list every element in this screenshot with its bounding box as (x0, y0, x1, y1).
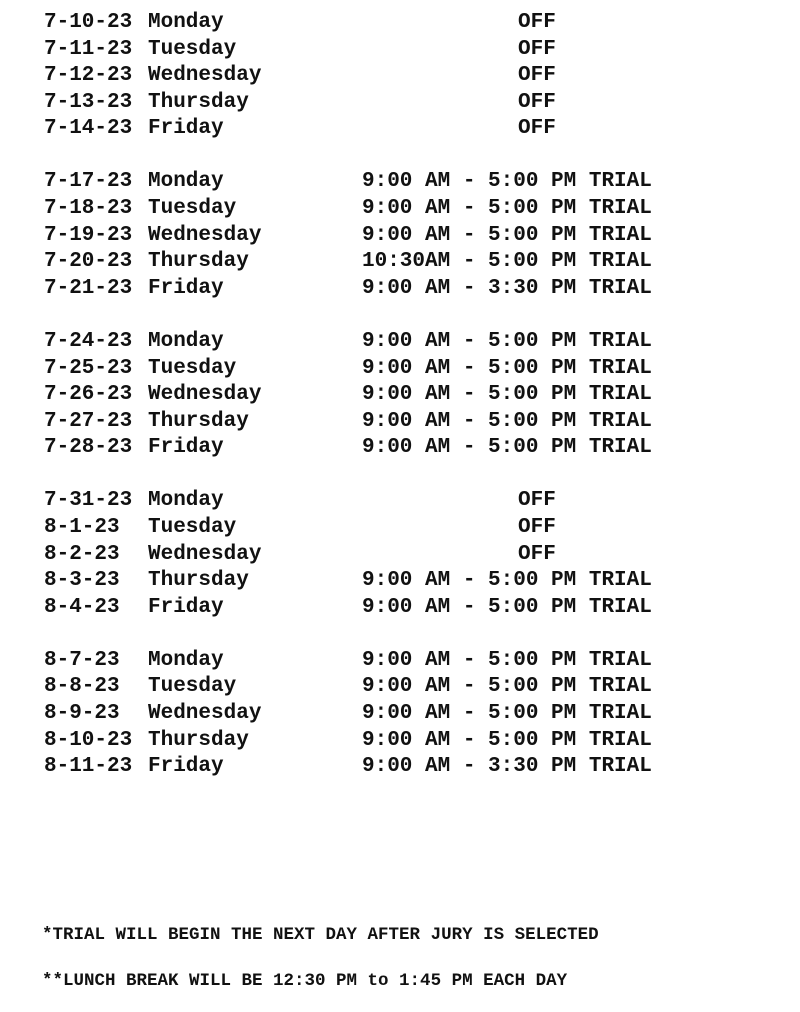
schedule-date: 7-18-23 (44, 197, 133, 221)
schedule-row (44, 356, 764, 383)
schedule-day: Friday (148, 276, 224, 300)
schedule-day: Wednesday (148, 383, 262, 407)
schedule-status: OFF (518, 11, 556, 34)
schedule-day: Tuesday (148, 356, 237, 380)
schedule-status: OFF (518, 516, 556, 539)
schedule-row (44, 674, 764, 701)
schedule-day: Tuesday (148, 516, 237, 539)
schedule-row (44, 409, 764, 436)
schedule-row (44, 701, 764, 728)
schedule-row (44, 63, 764, 90)
schedule-hours: 9:00 AM - 5:00 PM TRIAL (362, 595, 652, 619)
schedule-day: Monday (148, 489, 224, 513)
schedule-day: Thursday (148, 728, 249, 752)
schedule-notes (42, 924, 782, 992)
schedule-hours: 9:00 AM - 5:00 PM TRIAL (362, 383, 652, 407)
schedule-day: Monday (148, 170, 224, 194)
schedule-date: 7-20-23 (44, 250, 133, 274)
schedule-hours: 9:00 AM - 5:00 PM TRIAL (362, 702, 652, 726)
schedule-day: Friday (148, 117, 224, 141)
schedule-week (44, 169, 764, 302)
schedule-hours: 10:30AM - 5:00 PM TRIAL (362, 250, 652, 274)
schedule-status: OFF (518, 64, 556, 88)
schedule-row (44, 595, 764, 622)
schedule-date: 7-31-23 (44, 489, 133, 513)
schedule-date: 7-14-23 (44, 117, 133, 141)
schedule-row (44, 90, 764, 117)
schedule-date: 8-2-23 (44, 542, 120, 566)
schedule-day: Friday (148, 755, 224, 779)
schedule-row (44, 382, 764, 409)
schedule-hours: 9:00 AM - 5:00 PM TRIAL (362, 569, 652, 593)
schedule-status: OFF (518, 489, 556, 513)
schedule-day: Monday (148, 648, 224, 672)
schedule-date: 8-10-23 (44, 728, 133, 752)
schedule-row (44, 169, 764, 196)
schedule-day: Tuesday (148, 197, 237, 221)
schedule-row (44, 196, 764, 223)
schedule-status: OFF (518, 117, 556, 141)
schedule-day: Monday (148, 11, 224, 34)
schedule-status: OFF (518, 37, 556, 61)
schedule-hours: 9:00 AM - 5:00 PM TRIAL (362, 223, 652, 247)
schedule-row (44, 223, 764, 250)
schedule-day: Thursday (148, 250, 249, 274)
schedule-date: 8-7-23 (44, 648, 120, 672)
schedule-hours: 9:00 AM - 5:00 PM TRIAL (362, 675, 652, 699)
schedule-day: Friday (148, 436, 224, 460)
schedule-hours: 9:00 AM - 3:30 PM TRIAL (362, 276, 652, 300)
schedule-date: 7-27-23 (44, 409, 133, 433)
schedule-day: Tuesday (148, 675, 237, 699)
schedule-day: Thursday (148, 409, 249, 433)
schedule-hours: 9:00 AM - 5:00 PM TRIAL (362, 197, 652, 221)
note-lunch-break: **LUNCH BREAK WILL BE 12:30 PM to 1:45 PM EACH DAY (42, 971, 568, 991)
schedule-date: 7-19-23 (44, 223, 133, 247)
schedule-row (44, 435, 764, 462)
schedule-date: 7-17-23 (44, 170, 133, 194)
schedule-hours: 9:00 AM - 3:30 PM TRIAL (362, 755, 652, 779)
schedule-row (44, 515, 764, 542)
schedule-date: 7-21-23 (44, 276, 133, 300)
schedule-hours: 9:00 AM - 5:00 PM TRIAL (362, 436, 652, 460)
schedule-date: 7-24-23 (44, 329, 133, 353)
schedule-day: Wednesday (148, 223, 262, 247)
schedule-week (44, 329, 764, 462)
note-trial-start: *TRIAL WILL BEGIN THE NEXT DAY AFTER JURY IS SELECTED (42, 925, 599, 945)
schedule-day: Tuesday (148, 37, 237, 61)
schedule-hours: 9:00 AM - 5:00 PM TRIAL (362, 356, 652, 380)
schedule-row (44, 648, 764, 675)
schedule-day: Friday (148, 595, 224, 619)
schedule-day: Wednesday (148, 542, 262, 566)
schedule-hours: 9:00 AM - 5:00 PM TRIAL (362, 170, 652, 194)
schedule-date: 7-26-23 (44, 383, 133, 407)
schedule-hours: 9:00 AM - 5:00 PM TRIAL (362, 728, 652, 752)
schedule-date: 7-11-23 (44, 37, 133, 61)
schedule-row (44, 488, 764, 515)
schedule-day: Monday (148, 329, 224, 353)
schedule-row (44, 276, 764, 303)
schedule-date: 8-3-23 (44, 569, 120, 593)
schedule-day: Wednesday (148, 64, 262, 88)
schedule-week (44, 648, 764, 781)
schedule-date: 7-12-23 (44, 64, 133, 88)
schedule-date: 7-10-23 (44, 11, 133, 34)
schedule-day: Wednesday (148, 702, 262, 726)
schedule-date: 8-11-23 (44, 755, 133, 779)
schedule-date: 8-8-23 (44, 675, 120, 699)
schedule-row (44, 728, 764, 755)
schedule-hours: 9:00 AM - 5:00 PM TRIAL (362, 409, 652, 433)
schedule-hours: 9:00 AM - 5:00 PM TRIAL (362, 648, 652, 672)
schedule-status: OFF (518, 542, 556, 566)
schedule-row (44, 329, 764, 356)
schedule-row (44, 249, 764, 276)
schedule-day: Thursday (148, 90, 249, 114)
schedule-day: Thursday (148, 569, 249, 593)
schedule-date: 8-1-23 (44, 516, 120, 539)
schedule-row (44, 37, 764, 64)
schedule-row (44, 542, 764, 569)
schedule-row (44, 754, 764, 781)
schedule-date: 8-9-23 (44, 702, 120, 726)
schedule-date: 7-13-23 (44, 90, 133, 114)
schedule-row (44, 10, 764, 37)
schedule-date: 7-28-23 (44, 436, 133, 460)
schedule-hours: 9:00 AM - 5:00 PM TRIAL (362, 329, 652, 353)
schedule-status: OFF (518, 90, 556, 114)
schedule-date: 7-25-23 (44, 356, 133, 380)
schedule-row (44, 116, 764, 143)
schedule-week (44, 488, 764, 621)
schedule-date: 8-4-23 (44, 595, 120, 619)
schedule-week (44, 10, 764, 143)
trial-schedule (44, 10, 764, 807)
schedule-row (44, 568, 764, 595)
